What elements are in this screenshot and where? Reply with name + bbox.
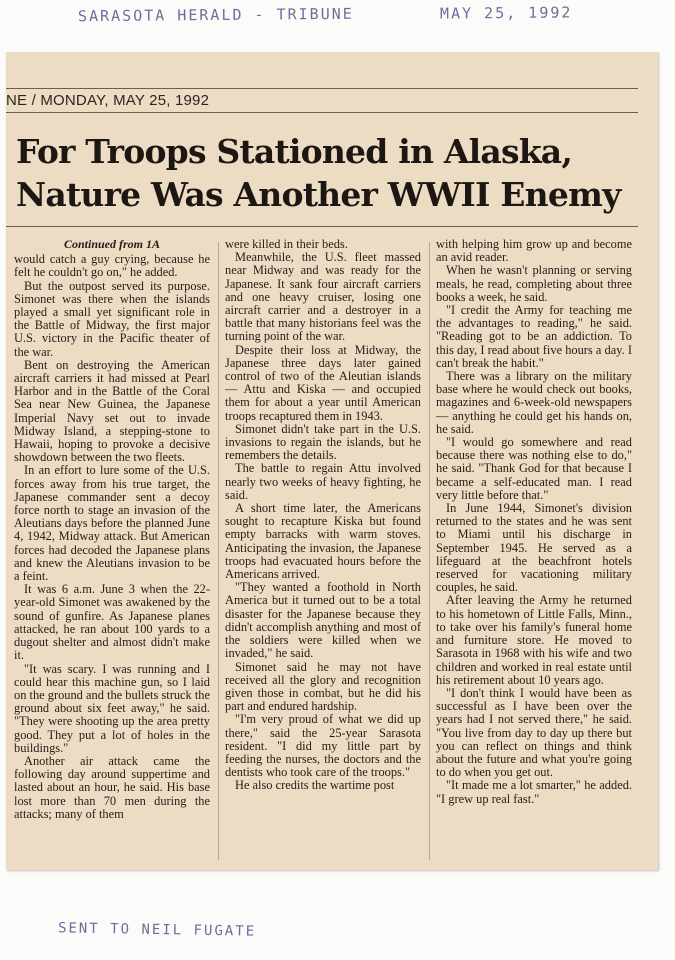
article-column-2: [225, 238, 421, 793]
paragraph: "I'm very proud of what we did up there," said the 25-year Sarasota resident. "I did my little part by feeding the nurses, the doctors and the dentists who took care of the troops.": [225, 712, 421, 780]
paragraph: with helping him grow up and become an avid reader.: [436, 237, 632, 265]
headline-rule: [6, 226, 638, 227]
paragraph: would catch a guy crying, because he felt he couldn't go on," he added.: [14, 252, 210, 280]
column-divider: [218, 242, 219, 860]
article-column-3: [436, 238, 632, 806]
handwritten-sent-note: SENT TO NEIL FUGATE: [57, 920, 257, 940]
paragraph: Another air attack came the following day around suppertime and lasted about an hour, he said. His base lost more than 70 men during the attacks; many of them: [14, 753, 210, 821]
dateline: NE / MONDAY, MAY 25, 1992: [6, 92, 210, 109]
paragraph: When he wasn't planning or serving meals, he read, completing about three books a week, he said.: [436, 263, 632, 304]
paragraph: He also credits the wartime post: [235, 778, 395, 793]
column-divider: [429, 242, 430, 860]
paragraph: In June 1944, Simonet's division returned to the states and he was sent to Miami until his discharge in September 1945. He served as a lifeguard at the beachfront hotels reserved for vacationing military couples, he said.: [436, 501, 632, 595]
paragraph: It was 6 a.m. June 3 when the 22-year-old Simonet was awakened by the sound of gunfire. As Japanese planes attacked, he ran about 100 yards to a dugout shelter and almost didn't make it.: [14, 582, 210, 663]
paragraph: Simonet didn't take part in the U.S. invasions to regain the islands, but he remembers the details.: [225, 421, 421, 463]
paragraph: "It made me a lot smarter," he added. "I grew up real fast.": [436, 778, 632, 806]
paragraph: After leaving the Army he returned to his hometown of Little Falls, Minn., to take over his family's funeral home and furniture store. He moved to Sarasota in 1968 with his wife and two children and worked in real estate until his retirement about 10 years ago.: [436, 593, 632, 687]
paragraph: There was a library on the military base where he would check out books, magazines and 6-week-old newspapers — anything he could get his hands on, he said.: [436, 369, 632, 436]
paragraph: "It was scary. I was running and I could hear this machine gun, so I laid on the ground and the bullets struck the ground about six feet away," he said. "They were shooting up the area pretty good. They put a lot of holes in the buildings.": [14, 661, 210, 755]
paragraph: Simonet said he may not have received all the glory and recognition given those in combat, but he did his part and endured hardship.: [225, 659, 421, 714]
paragraph: were killed in their beds.: [225, 237, 348, 251]
paragraph: "I credit the Army for teaching me the advantages to reading," he said. "Reading got to be an addiction. To this day, I read about five hours a day. I can't break the habit.": [436, 303, 632, 370]
paragraph: Despite their loss at Midway, the Japanese three days later gained control of two of the Aleutian islands — Attu and Kiska — and occupied them for about a year until American troops recaptured them in 1943.: [225, 342, 421, 423]
newspaper-clipping: [6, 52, 658, 870]
top-rule: [6, 88, 638, 89]
paragraph: "I don't think I would have been as successful as I have been over the years had I not served there," he said. "You live from day to day up there but you can reflect on things and think about the future and what you're going to do when you get out.: [436, 685, 632, 780]
dateline-rule: [6, 112, 638, 113]
continued-line: Continued from 1A: [63, 237, 161, 251]
handwritten-date-note: MAY 25, 1992: [439, 3, 573, 23]
paragraph: Bent on destroying the American aircraft carriers it had missed at Pearl Harbor and in the Battle of the Coral Sea near New Guinea, the Japanese Imperial Navy set out to invade Midway Island, a stepping-stone to Hawaii, hoping to provoke a decisive showdown between the two fleets.: [14, 357, 210, 465]
handwritten-source-note: SARASOTA HERALD - TRIBUNE: [77, 4, 354, 26]
paragraph: "I would go somewhere and read because there was nothing else to do," he said. "Thank God for that because I became a self-educated man. I read very little before that.": [436, 435, 632, 502]
article-column-1: [14, 238, 210, 821]
paragraph: In an effort to lure some of the U.S. forces away from his true target, the Japanese commander sent a decoy force north to stage an invasion of the Aleutians days before the planned June 4, 1942, Midway attack. But American forces had decoded the Japanese plans and knew the Aleutians invasion to be a feint.: [14, 463, 210, 584]
paragraph: A short time later, the Americans sought to recapture Kiska but found empty barracks with warm stoves. Anticipating the invasion, the Japanese troops had evacuated hours before the Americans arrived.: [225, 501, 421, 582]
paragraph: But the outpost served its purpose. Simonet was there when the islands played a small yet significant role in the Battle of Midway, the first major U.S. victory in the Pacific theater of the war.: [14, 278, 210, 359]
paragraph: Meanwhile, the U.S. fleet massed near Midway and was ready for the Japanese. It sank four aircraft carriers and one heavy cruiser, losing one aircraft carrier and a destroyer in a battle that many historians feel was the turning point of the war.: [225, 250, 421, 344]
paragraph: "They wanted a foothold in North America but it turned out to be a total disaster for the Japanese because they didn't accomplish anything and most of the soldiers were killed when we invaded," he said.: [225, 580, 421, 661]
paragraph: The battle to regain Attu involved nearly two weeks of heavy fighting, he said.: [225, 461, 421, 502]
headline: For Troops Stationed in Alaska, Nature Was Another WWII Enemy: [16, 132, 621, 214]
